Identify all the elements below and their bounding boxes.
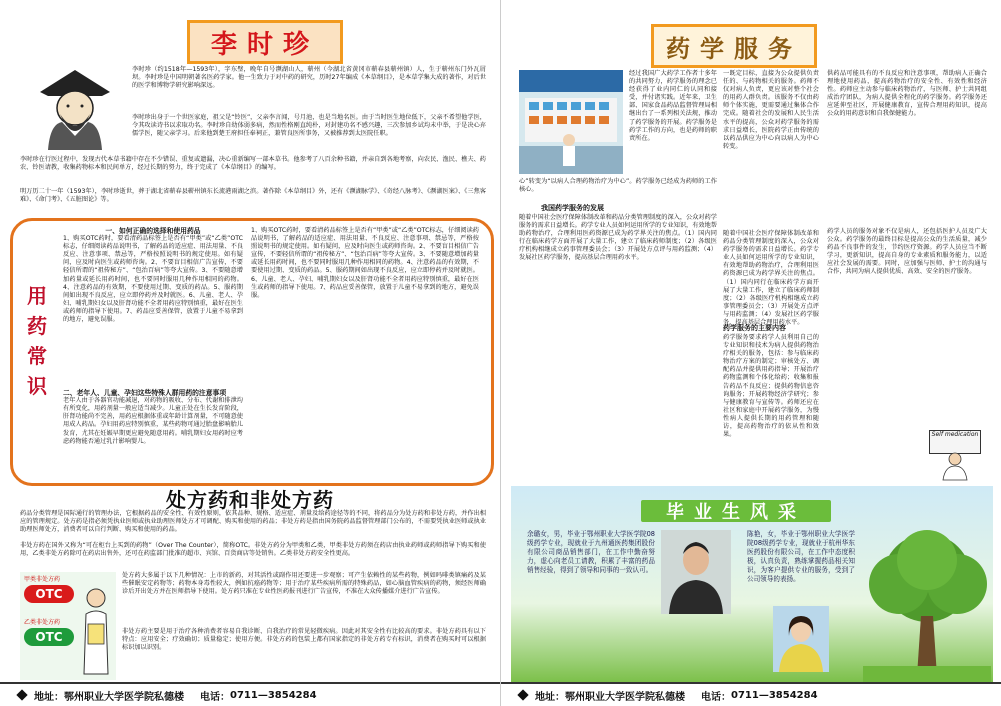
grad2-photo (773, 606, 829, 672)
doctor-figure (935, 452, 975, 480)
self-medication-illustration (921, 428, 987, 480)
grad1-photo (661, 530, 731, 614)
bio-para-2: 李时珍出身于一个世医家庭，祖父是“铃医”，父亲李言闻，号月池，也是当地名医。由于当时医生地位低下，父亲不希望他学医，令其攻读诗书以求取功名。李时珍自幼体弱多病，然而性格刚直纯朴，对封建功名不感兴趣，三次参加乡试均未中举，于是决心弃儒学医，随父亲学习。后来他到楚王府担任奉祠正，兼管良医所事务，又被推荐到太医院任职。 (132, 114, 486, 138)
self-medication-text: Self medication (931, 431, 979, 438)
otc-red-text: OTC (35, 587, 63, 601)
right-footer-addr: 鄂州职业大学医学院私德楼 (565, 691, 685, 703)
bio-para-4: 明万历二十一年（1593年），李时珍逝世，葬于湖北省蕲春县蕲州镇东长流港雨湖之滨。著作除《本草纲目》外，还有《濒湖脉学》、《奇经八脉考》、《濒湖医案》、《三焦客难》、《命门考》、《五脏图论》等。 (20, 188, 486, 204)
left-footer-addr-label: 地址： (34, 691, 64, 703)
role-title: 药学服务的主要内容 (723, 324, 786, 332)
rx-title: 处方药和非处方药 (166, 488, 334, 512)
grad2-text: 陈艳，女，毕业于鄂州职业大学医学院08级药学专业，现就业于杭州华东医药股份有限公司，在工作中态度积极，认真负责，熟练掌握药品相关知识，为客户提供专业的服务，受到了公司领导的表扬。 (747, 530, 855, 583)
rx-para-2: 非处方药在国外又称为“可在柜台上买到的药物”（Over The Counter），简称OTC。非处方药分为甲类和乙类，甲类非处方药须在药店由执业药师或药师指导下购买和使用，乙类非处方药除可在药店出售外，还可在药监部门批准的超市、宾馆、百货商店等处销售。乙类非处方药安全性更高。 (20, 542, 486, 558)
self-medication-sign (929, 430, 981, 454)
pharmacy-service-title: 药学服务 (666, 33, 802, 63)
right-footer-tel: 0711—3854284 (731, 689, 818, 701)
medication-tips-box (10, 218, 494, 486)
left-page (0, 0, 500, 706)
bio-para-3: 李时珍在行医过程中，发现古代本草书籍中存在不少错误、重复或遗漏，决心重新编写一部本草书。他参考了八百余种书籍，并亲自到各地考察，向农民、渔民、樵夫、药农、铃医请教，收集药物标本和民间单方，经过长期的努力，终于完成了《本草纲目》的编写。 (20, 156, 486, 172)
left-footer (0, 682, 500, 706)
intro-tail: 心”转变为“以病人合理药物治疗为中心”。药学服务已经成为药师的工作核心。 (519, 178, 717, 194)
otc-green-text: OTC (35, 630, 63, 644)
dev-body: 随着中国社会医疗保障体制改革和药品分类管理制度的深入，公众对药学服务的需求日益增长。药学专业人员如何运用所学的专业知识，有效地帮助药物治疗，合理利用医药资源已成为药学界关注的焦点。（1）国内同行在临床药学方面开展了大量工作，建立了临床药师制度；（2）各级医疗机构相继成立药事管理委员会；（3）开展处方点评与用药监测；（4）发展社区药学服务，提高基层合理用药水平。 (519, 214, 717, 262)
pharmacy-service-banner (651, 24, 817, 68)
li-shizhen-title: 李时珍 (210, 29, 319, 60)
left-footer-addr: 鄂州职业大学医学院私德楼 (64, 691, 184, 703)
right-page (500, 0, 1001, 706)
s1-body: 1、购买OTC药时，要看清药品标签上是否有“甲类”或“乙类”OTC标志，仔细阅读药品说明书，了解药品的适应症、用法用量、不良反应、注意事项、禁忌等，严格按照说明书的规定使用。如有疑问，应及时向医生或药师咨询。2、不要盲目相信广告宣传，不要轻信所谓的“祖传秘方”、“包治百病”等夸大宣传。3、不要随意增加药量或延长用药时间，也不要同时服用几种作用相同的药物。4、注意药品的有效期，不要使用过期、变质的药品。5、服药期间如出现不良反应，应立即停药并及时就医。6、儿童、老人、孕妇、哺乳期妇女以及肝肾功能不全者用药应特别慎重，最好在医生或药师的指导下使用。7、药品应妥善保管，放置于儿童不易拿到的地方，避免误服。 (63, 235, 243, 324)
left-footer-tel-label: 电话： (200, 691, 230, 703)
right-footer (501, 682, 1001, 706)
sidebar-title: 用药常识 (27, 284, 49, 398)
intro-col-1: 经过我国广大药学工作者十多年的共同努力，药学服务的理念已经获得了业内同仁的认同和接受，并付诸实践。近年来，卫生部、国家食品药品监督管理局相继出台了一系列相关法规，推动了药学服务的开展。药学服务是药学工作的方向，也是药师的职责所在。 (629, 70, 717, 142)
graduates-title-strip (641, 500, 831, 522)
graduates-section (511, 486, 993, 682)
side-body: 药学人员的服务对象不仅是病人，还包括医护人员及广大公众。药学服务的最终目标是提高公众的生活质量，减少药品不良事件的发生，节约医疗资源。药学人员应当不断学习，更新知识，提高自身的专业素质和服务能力，以适应社会发展的需要。同时，应加强与医师、护士的沟通与合作，共同为病人提供优质、高效、安全的医疗服务。 (827, 228, 987, 276)
right-footer-addr-label: 地址： (535, 691, 565, 703)
otc-red-logo (24, 585, 74, 603)
otc-red-label: 甲类非处方药 (24, 576, 61, 583)
diamond-icon (16, 689, 27, 700)
rx-para-1: 药品分类管理是国际通行的管理办法，它根据药品的安全性、有效性原则，依其品种、规格、适应症、剂量及给药途径等的不同，将药品分为处方药和非处方药，并作出相应的管理规定。处方药是指必须凭执业医师或执业助理医师处方才可调配、购买和使用的药品；非处方药是指由国务院药品监督管理部门公布的，不需要凭执业医师或执业助理医师处方，消费者可以自行判断、购买和使用的药品。 (20, 510, 486, 534)
grad1-text: 余璐女，男，毕业于鄂州职业大学医学院08级药学专业，现就业于九州通医药集团股份有限公司商品销售部门，在工作中勤奋努力，虚心向老员工请教，积累了丰富的药品销售经验，得到了领导和同事的一致认可。 (527, 530, 655, 574)
li-shizhen-portrait (20, 66, 130, 152)
pharmacist-figure (78, 584, 114, 674)
dev-body-cont: 随着中国社会医疗保障体制改革和药品分类管理制度的深入，公众对药学服务的需求日益增长。药学专业人员如何运用所学的专业知识，有效地帮助药物治疗，合理利用医药资源已成为药学界关注的焦点。（1）国内同行在临床药学方面开展了大量工作，建立了临床药师制度；（2）各级医疗机构相继成立药事管理委员会；（3）开展处方点评与用药监测；（4）发展社区药学服务，提高基层合理用药水平。 (723, 230, 819, 327)
pharmacy-photo (519, 70, 623, 174)
otc-green-label: 乙类非处方药 (24, 619, 61, 626)
intro-col-3: 供药品可能具有的不良反应和注意事项，帮助病人正确合理地使用药品，提高药物治疗的安全性、有效性和经济性。药师应主动参与临床药物治疗，与医师、护士共同组成治疗团队，为病人提供全程化的药学服务。药学服务还应延伸至社区，开展健康教育，宣传合理用药知识，提高公众的用药意识和自我保健能力。 (827, 70, 987, 118)
tree-illustration (863, 526, 991, 682)
s1-title: 一、如何正确的选择和使用药品 (105, 227, 201, 235)
otc-green-logo (24, 628, 74, 646)
rx-para-4: 非处方药主要是用于治疗各种消费者容易自我诊断、自我治疗的常见轻微疾病。因此对其安全性有比较高的要求。非处方药具有以下特点：应用安全；疗效确切；质量稳定；使用方便。非处方药的包装上都有国家指定的非处方药专有标识，消费者在购买时可以根据标识加以识别。 (122, 628, 486, 652)
role-body: 药学服务要求药学人员利用自己的专业知识和技术为病人提供药物治疗相关的服务，包括：参与临床药物治疗方案的制定；审核处方、调配药品并提供用药指导；开展治疗药物监测和个体化给药；收集和报告药品不良反应；提供药物信息咨询服务；开展药物经济学研究；参与健康教育与宣传等。药师还应在社区和家庭中开展药学服务，为慢性病人提供长期的用药管理和随访，提高药物治疗的依从性和效果。 (723, 334, 819, 439)
bio-para-1: 李时珍（约1518年—1593年），字东璧，晚年自号濒湖山人，蕲州（今湖北省黄冈市蕲春县蕲州镇）人，生于蕲州东门外瓦屑坝。李时珍是中国明朝著名医药学家。他一生致力于对中药的研究，历时27年编成《本草纲目》，是本草学集大成的著作，对后世的医学和博物学研究影响深远。 (132, 66, 486, 90)
diamond-icon (517, 689, 528, 700)
otc-panel (20, 572, 116, 680)
dev-title: 我国药学服务的发展 (541, 204, 604, 212)
right-footer-tel-label: 电话： (701, 691, 731, 703)
rx-para-3: 处方药大多属于以下几种情况：上市的新药，对其活性或副作用还要进一步观察；可产生依赖性的某些药物，例如吗啡类镇痛药及某些催眠安定药物等；药物本身毒性较大，例如抗癌药物等；用于治疗某些疾病所需的特殊药品，如心脑血管疾病的药物，须经医师确诊后开出处方并在医师指导下使用。处方药只准在专业性医药报刊进行广告宣传，不准在大众传播媒介进行广告宣传。 (122, 572, 486, 596)
li-shizhen-banner (187, 20, 343, 64)
s2-title: 二、老年人、儿童、孕妇这些特殊人群用药的注意事项 (63, 389, 227, 398)
intro-col-2: 一既定目标，直接为公众提供负责任的、与药物相关的服务。药师不仅对病人负责，更应该对整个社会的用药人群负责。该服务不仅由药师个体实施，更需要通过集体合作完成。随着社会的发展和人民生活水平的提高，公众对药学服务的需求日益增长，医院药学正由传统的以药品供应为中心向以病人为中心转变。 (723, 70, 819, 150)
s2-body: 老年人由于各器官功能减退，对药物的吸收、分布、代谢和排泄均有所变化，用药剂量一般应适当减少。儿童正处在生长发育阶段，肝肾功能尚不完善，用药应根据体重或年龄计算剂量，不可随意使用成人药品。孕妇用药应特别慎重，某些药物可通过胎盘影响胎儿发育，尤其在妊娠早期更应避免随意用药。哺乳期妇女用药时应考虑药物能否通过乳汁影响婴儿。 (63, 397, 243, 445)
left-footer-tel: 0711—3854284 (230, 689, 317, 701)
graduates-title: 毕业生风采 (666, 502, 806, 523)
s1-body-cont: 1、购买OTC药时，要看清药品标签上是否有“甲类”或“乙类”OTC标志，仔细阅读药品说明书，了解药品的适应症、用法用量、不良反应、注意事项、禁忌等，严格按照说明书的规定使用。如有疑问，应及时向医生或药师咨询。2、不要盲目相信广告宣传，不要轻信所谓的“祖传秘方”、“包治百病”等夸大宣传。3、不要随意增加药量或延长用药时间，也不要同时服用几种作用相同的药物。4、注意药品的有效期，不要使用过期、变质的药品。5、服药期间如出现不良反应，应立即停药并及时就医。6、儿童、老人、孕妇、哺乳期妇女以及肝肾功能不全者用药应特别慎重，最好在医生或药师的指导下使用。7、药品应妥善保管，放置于儿童不易拿到的地方，避免误服。 (251, 227, 479, 299)
